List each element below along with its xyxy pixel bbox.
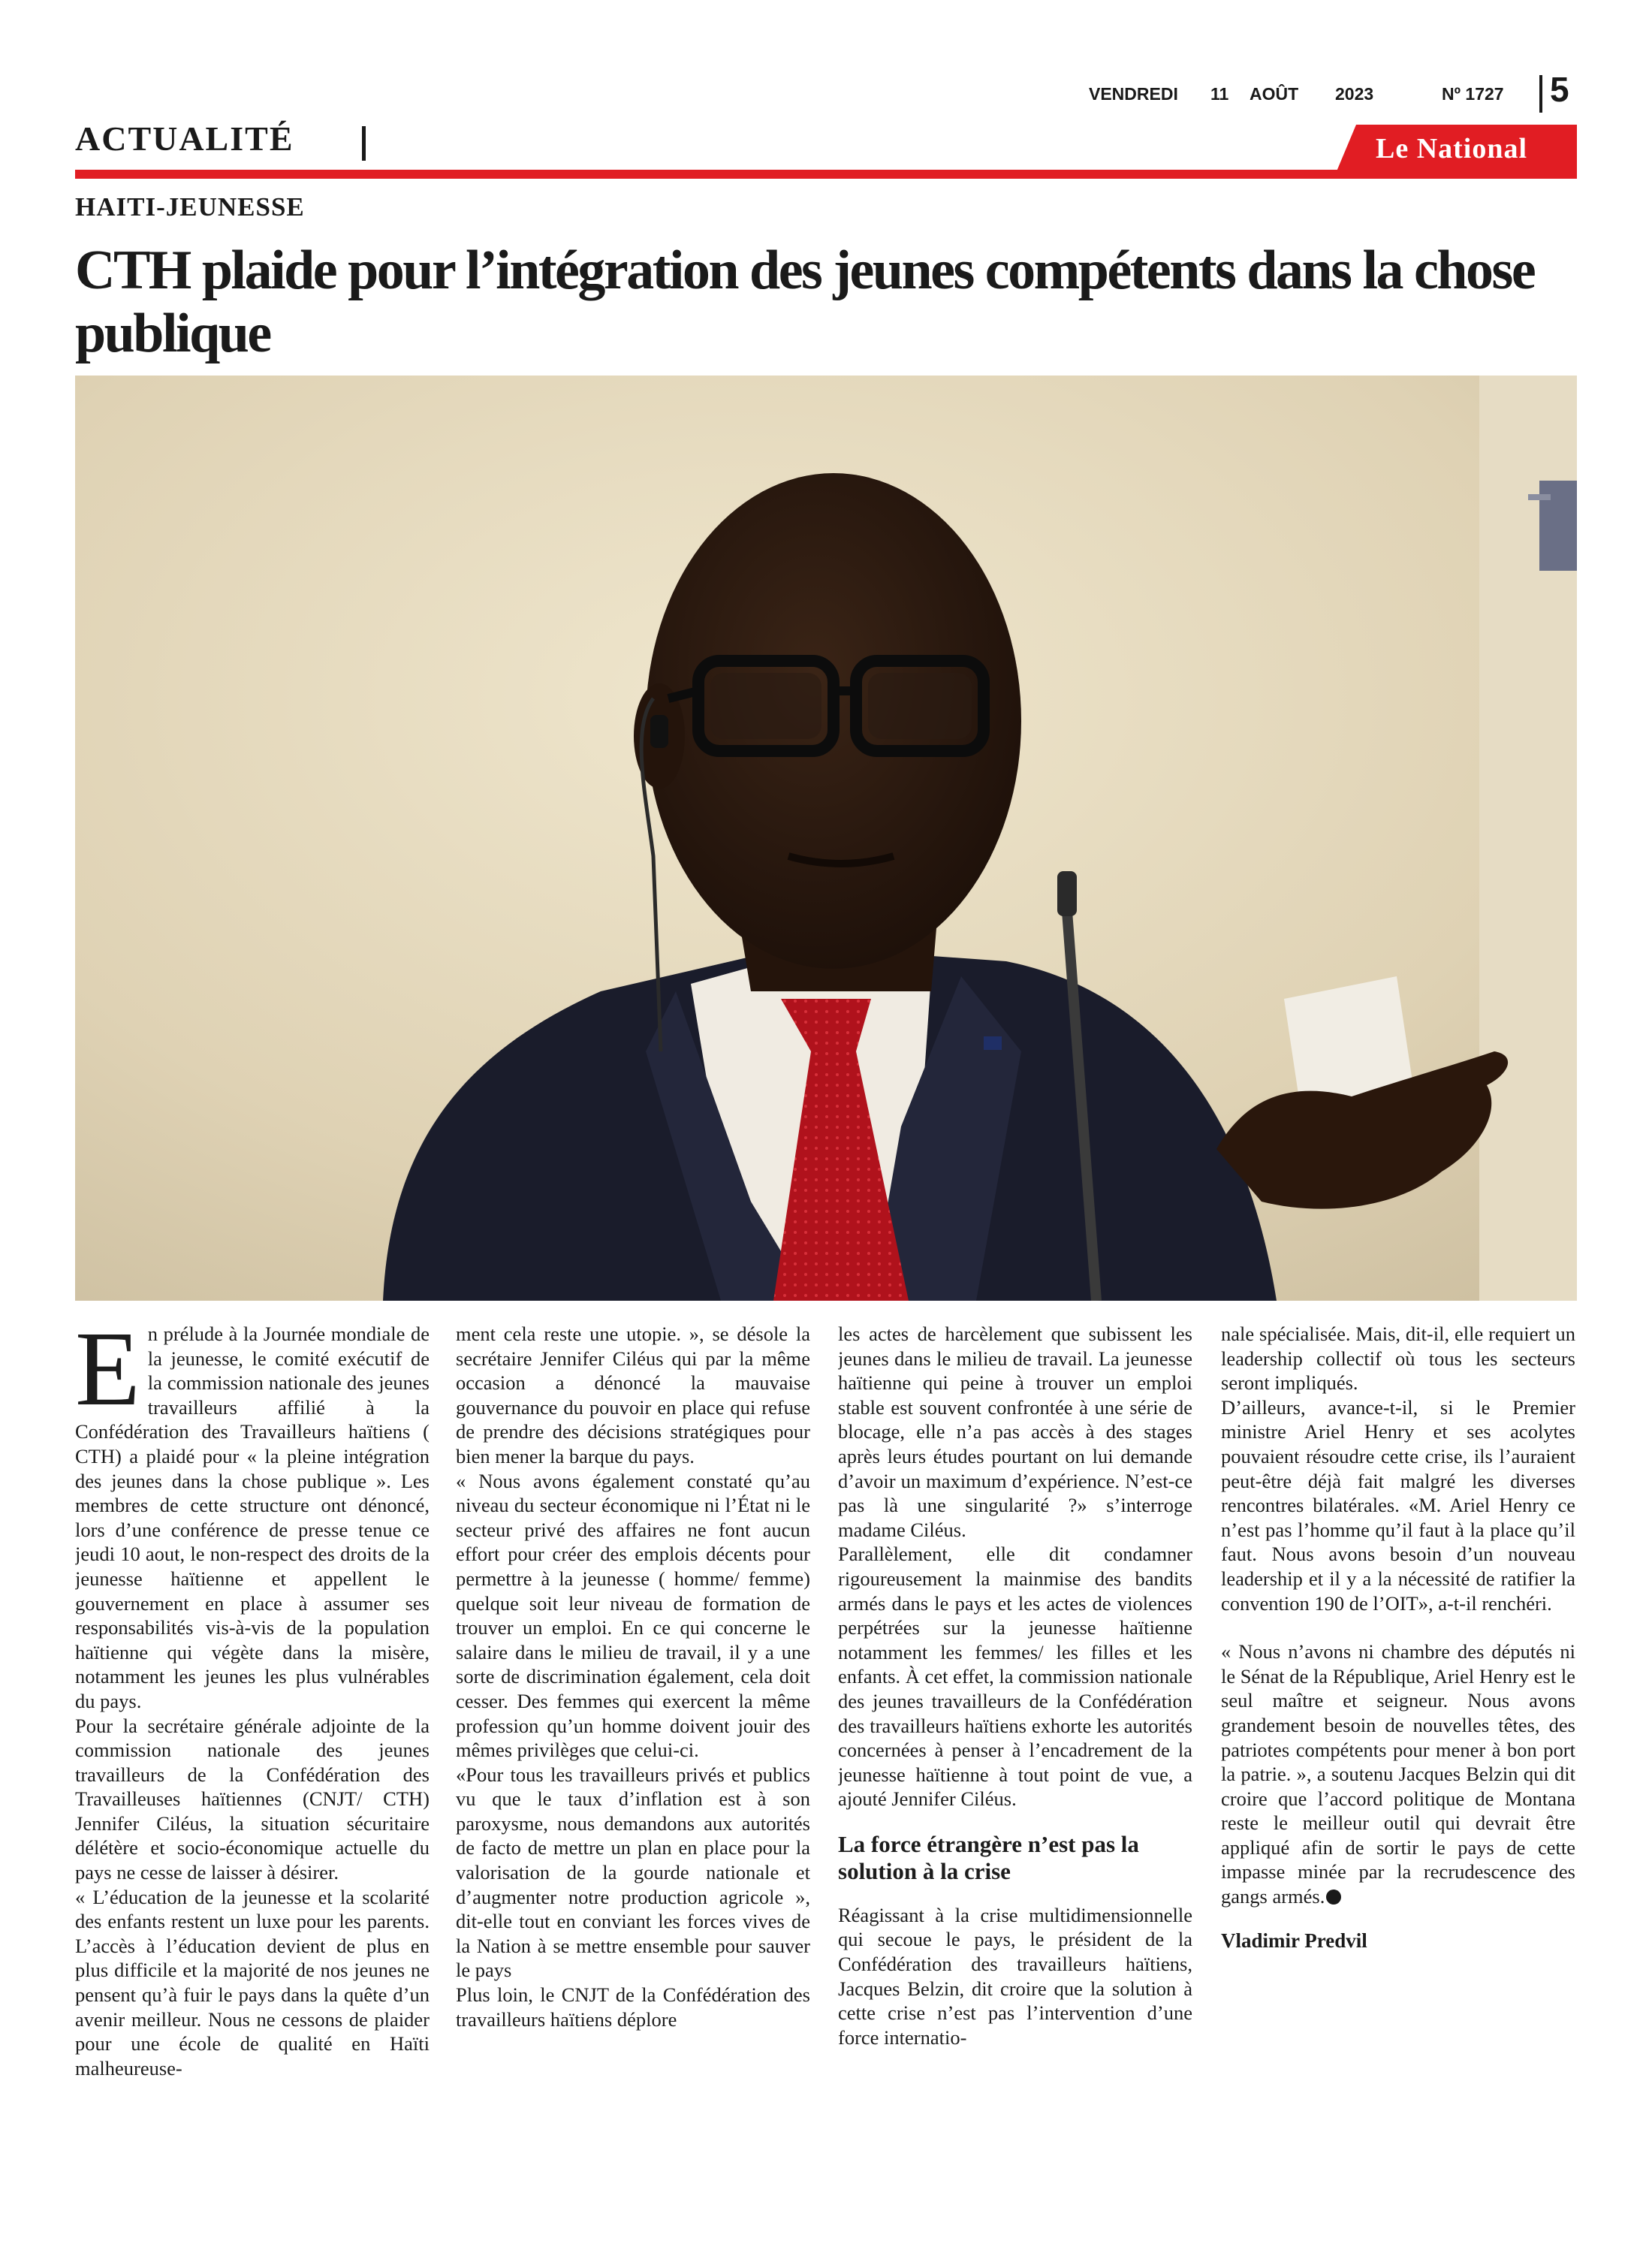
article-subheading: La force étrangère n’est pas la solution à la crise bbox=[838, 1830, 1139, 1884]
date-day: VENDREDI bbox=[1089, 84, 1178, 104]
article-paragraph: Réagissant à la crise multidimensionnelle qui secoue le pays, le président de la Confédération des travailleurs haïtiens, Jacques Belzin, dit croire que la solution à cette crise n’est pas l’intervention d’une force internatio- bbox=[838, 1903, 1192, 2049]
end-mark-icon bbox=[1326, 1890, 1341, 1905]
dateline bbox=[1089, 84, 1569, 114]
date-month: AOÛT bbox=[1250, 84, 1299, 104]
page-number: 5 bbox=[1550, 70, 1569, 109]
article-byline: Vladimir Predvil bbox=[1221, 1929, 1367, 1952]
article-column-2 bbox=[456, 1322, 810, 2208]
article-paragraph: D’ailleurs, avance-t-il, si le Premier ministre Ariel Henry et ses acolytes pouvaient résoudre cette crise, ils l’auraient peut-être déjà fait malgré les diverses rencontres bilatérales. «M. Ariel Henry ce n’est pas l’homme qu’il faut à la place qu’il faut. Nous avons besoin d’un nouveau leadership et il y a la nécessité de ratifier la convention 190 de l’OIT», a-t-il renchéri. bbox=[1221, 1395, 1575, 1615]
issue-number: Nº 1727 bbox=[1442, 84, 1504, 104]
article-column-1 bbox=[75, 1322, 430, 2208]
article-paragraph: nale spécialisée. Mais, dit-il, elle requiert un leadership collectif où tous les secteurs seront impliqués. bbox=[1221, 1323, 1575, 1395]
article-paragraph bbox=[1221, 1639, 1575, 1909]
article-paragraph: « L’éducation de la jeunesse et la scolarité des enfants restent un luxe pour les parents. L’accès à l’éducation devient de plus en plus difficile et la majorité de nos jeunes ne pensent qu’à fuir le pays dans la quête d’un avenir meilleur. Nous ne cessons de plaider pour une école de qualité en Haïti malheureuse- bbox=[75, 1885, 430, 2080]
article-photo bbox=[75, 376, 1577, 1301]
speaker-photo-illustration bbox=[75, 376, 1577, 1301]
article-paragraph: n prélude à la Journée mondiale de la jeunesse, le comité exécutif de la commission nationale des jeunes travailleurs affilié à la Confédération des Travailleurs haïtiens ( CTH) a plaidé pour « la pleine intégration des jeunes dans la chose publique ». Les membres de cette structure ont dénoncé, lors d’une conférence de presse tenue ce jeudi 10 aout, le non-respect des droits de la jeunesse haïtienne et appellent le gouvernement en place à assumer ses responsabilités vis-à-vis de la population haïtienne qui végète dans la misère, notamment les jeunes les plus vulnérables du pays. bbox=[75, 1323, 430, 1712]
date-number: 11 bbox=[1210, 84, 1229, 104]
brand-name: Le National bbox=[1376, 133, 1528, 164]
section-title: ACTUALITÉ bbox=[75, 119, 294, 158]
header-rule bbox=[75, 170, 1577, 179]
article-headline: CTH plaide pour l’intégration des jeunes compétents dans la chose publique bbox=[75, 240, 1535, 364]
article-paragraph: les actes de harcèlement que subissent les jeunes dans le milieu de travail. La jeunesse haïtienne qui peine à trouver un emploi stable est souvent confrontée à une série de blocage, elle n’a pas accès à des stages après leurs études pourtant on lui demande d’avoir un maximum d’expérience. N’est-ce pas là une singularité ?» s’interroge madame Ciléus. bbox=[838, 1323, 1192, 1541]
drop-cap: E bbox=[75, 1322, 140, 1428]
closing-paragraph-text: « Nous n’avons ni chambre des députés ni le Sénat de la République, Ariel Henry est le seul maître et seigneur. Nous avons grandement besoin de nouvelles têtes, des patriotes compétents pour mener à bon port la patrie. », a soutenu Jacques Belzin qui dit croire que l’accord politique de Montana reste le meilleur outil qui devrait être appliqué afin de sortir le pays de cette impasse minée par la recrudescence des gangs armés. bbox=[1221, 1640, 1575, 1908]
page-number-divider bbox=[1539, 75, 1542, 113]
article-kicker: HAITI-JEUNESSE bbox=[75, 192, 305, 222]
article-paragraph: Parallèlement, elle dit condamner rigoureusement la mainmise des bandits armés dans le pays et les actes de violences perpétrées sur la jeunesse haïtienne notamment les femmes/ les filles et les enfants. À cet effet, la commission nationale des jeunes travailleurs de la Confédération des travailleurs haïtiens exhorte les autorités concernées à penser à l’encadrement de la jeunesse haïtienne à tout point de vue, a ajouté Jennifer Ciléus. bbox=[838, 1543, 1192, 1811]
article-paragraph: «Pour tous les travailleurs privés et publics vu que le taux d’inflation est à son paroxysme, nous demandons aux autorités de facto de mettre un plan en place pour la valorisation de la gourde nationale et d’augmenter notre production agricole », dit-elle tout en conviant les forces vives de la Nation à se mettre ensemble pour sauver le pays bbox=[456, 1763, 810, 1982]
article-column-4 bbox=[1221, 1322, 1575, 2208]
article-column-3 bbox=[838, 1322, 1192, 2208]
article-paragraph: Pour la secrétaire générale adjointe de la commission nationale des jeunes travailleurs de la Confédération des Travailleuses haïtiennes (CNJT/ CTH) Jennifer Ciléus, la situation sécuritaire délétère et socio-économique actuelle du pays ne cesse de laisser à désirer. bbox=[75, 1714, 430, 1884]
paragraph-spacer bbox=[1221, 1615, 1575, 1639]
article-paragraph: Plus loin, le CNJT de la Confédération des travailleurs haïtiens déplore bbox=[456, 1983, 810, 2031]
article-paragraph: « Nous avons également constaté qu’au niveau du secteur économique ni l’État ni le secteur privé des affaires ne font aucun effort pour créer des emplois décents pour permettre à la jeunesse ( homme/ femme) quelque soit leur niveau de formation de trouver un emploi. En ce qui concerne le salaire dans le milieu de travail, il y a une sorte de discrimination également, cela doit cesser. Des femmes qui exercent la même profession qu’un homme doivent jouir des mêmes privilèges que celui-ci. bbox=[456, 1469, 810, 1762]
date-year: 2023 bbox=[1335, 84, 1374, 104]
section-divider bbox=[362, 126, 366, 161]
article-paragraph: ment cela reste une utopie. », se désole la secrétaire Jennifer Ciléus qui par la même occasion a dénoncé la mauvaise gouvernance du pouvoir en place qui refuse de prendre des décisions stratégiques pour bien mener la barque du pays. bbox=[456, 1323, 810, 1467]
